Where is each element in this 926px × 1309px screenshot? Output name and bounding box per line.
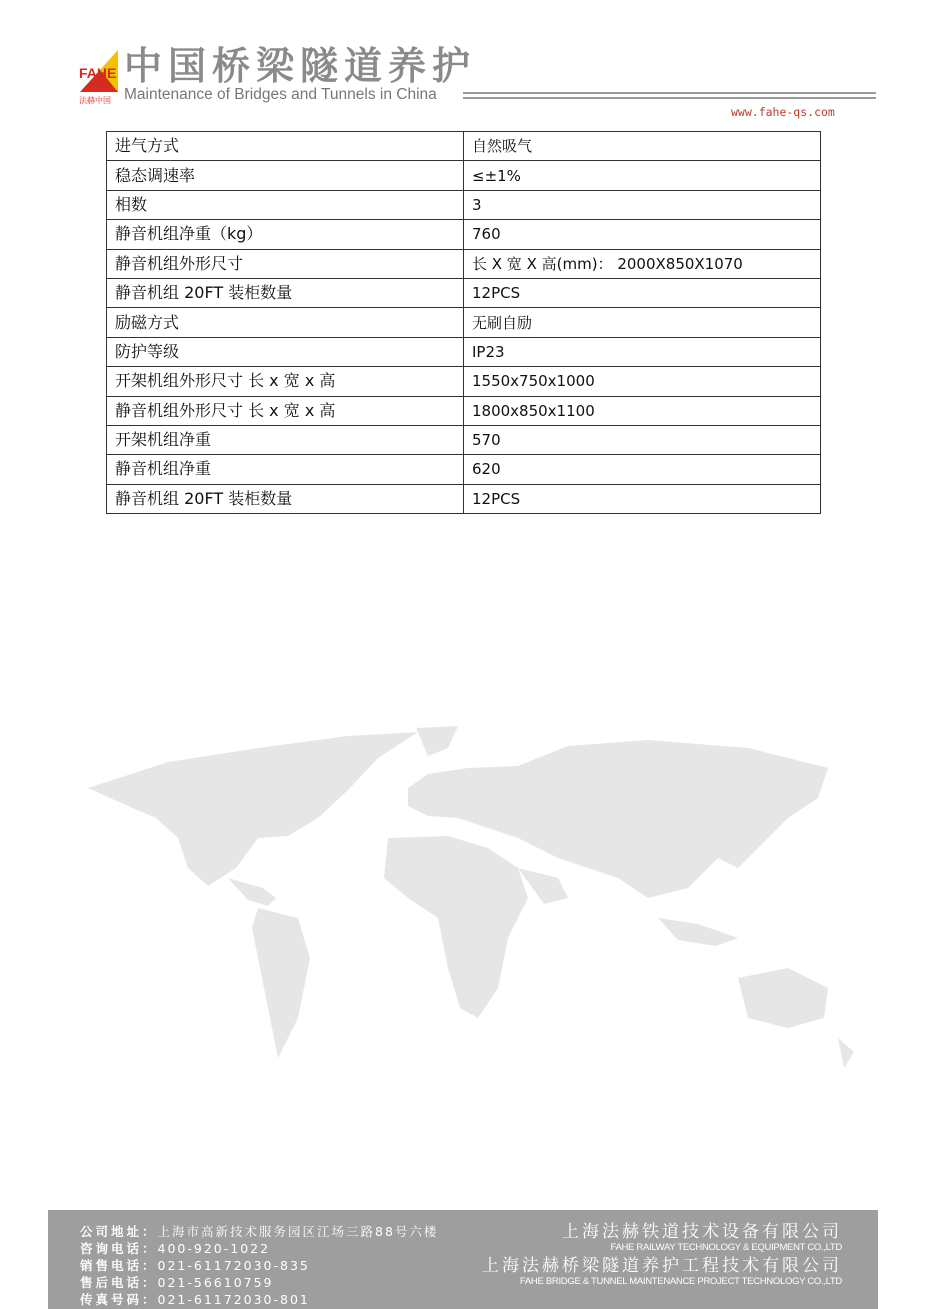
spec-key-cell: 静音机组净重（kg） bbox=[107, 220, 464, 249]
spec-value-cell: 620 bbox=[464, 455, 821, 484]
contact-row bbox=[80, 1291, 438, 1308]
table-row bbox=[107, 367, 821, 396]
spec-value-cell: ≤±1% bbox=[464, 161, 821, 190]
table-row bbox=[107, 220, 821, 249]
table-row bbox=[107, 132, 821, 161]
spec-value-cell: 1550x750x1000 bbox=[464, 367, 821, 396]
table-row bbox=[107, 249, 821, 278]
spec-value-cell: 12PCS bbox=[464, 278, 821, 307]
contact-label: 售后电话： bbox=[80, 1275, 158, 1290]
contact-label: 公司地址： bbox=[80, 1224, 158, 1239]
contact-label: 传真号码： bbox=[80, 1292, 158, 1307]
contact-row bbox=[80, 1257, 438, 1274]
world-map-background bbox=[48, 718, 878, 1118]
page-footer bbox=[48, 1210, 878, 1309]
spec-table bbox=[106, 131, 821, 514]
table-row bbox=[107, 161, 821, 190]
contact-value: 400-920-1022 bbox=[157, 1241, 271, 1256]
header-title-en: Maintenance of Bridges and Tunnels in China bbox=[124, 86, 437, 103]
spec-value-cell: 长 X 宽 X 高(mm)： 2000X850X1070 bbox=[464, 249, 821, 278]
header-rule-top bbox=[463, 92, 876, 94]
spec-key-cell: 静音机组 20FT 装柜数量 bbox=[107, 278, 464, 307]
spec-value-cell: 3 bbox=[464, 190, 821, 219]
spec-key-cell: 进气方式 bbox=[107, 132, 464, 161]
header-rule-bottom bbox=[463, 97, 876, 99]
spec-key-cell: 防护等级 bbox=[107, 337, 464, 366]
spec-value-cell: 12PCS bbox=[464, 484, 821, 513]
table-row bbox=[107, 308, 821, 337]
table-row bbox=[107, 484, 821, 513]
spec-value-cell: 无刷自励 bbox=[464, 308, 821, 337]
company-block-railway bbox=[562, 1222, 842, 1254]
contact-label: 咨询电话： bbox=[80, 1241, 158, 1256]
spec-key-cell: 静音机组净重 bbox=[107, 455, 464, 484]
spec-key-cell: 相数 bbox=[107, 190, 464, 219]
table-row bbox=[107, 190, 821, 219]
spec-key-cell: 开架机组外形尺寸 长 x 宽 x 高 bbox=[107, 367, 464, 396]
company1-name-cn: 上海法赫铁道技术设备有限公司 bbox=[562, 1222, 842, 1242]
company1-name-en: FAHE RAILWAY TECHNOLOGY & EQUIPMENT CO.,LTD bbox=[610, 1242, 842, 1253]
spec-key-cell: 静音机组 20FT 装柜数量 bbox=[107, 484, 464, 513]
contact-row bbox=[80, 1240, 438, 1257]
contact-row bbox=[80, 1274, 438, 1291]
contact-value: 上海市高新技术服务园区江场三路88号六楼 bbox=[157, 1224, 439, 1239]
company2-name-en: FAHE BRIDGE & TUNNEL MAINTENANCE PROJECT TECHNOLOGY CO.,LTD bbox=[519, 1276, 842, 1287]
logo-text: FAHE bbox=[79, 65, 117, 81]
spec-key-cell: 励磁方式 bbox=[107, 308, 464, 337]
spec-key-cell: 开架机组净重 bbox=[107, 425, 464, 454]
spec-key-cell: 静音机组外形尺寸 长 x 宽 x 高 bbox=[107, 396, 464, 425]
contact-value: 021-61172030-801 bbox=[157, 1292, 310, 1307]
spec-value-cell: IP23 bbox=[464, 337, 821, 366]
contact-value: 021-56610759 bbox=[157, 1275, 274, 1290]
header-url-link[interactable]: www.fahe-qs.com bbox=[731, 105, 835, 119]
page-header bbox=[0, 0, 926, 125]
contact-list bbox=[80, 1223, 438, 1308]
company-block-bridge bbox=[482, 1256, 842, 1288]
table-row bbox=[107, 425, 821, 454]
contact-label: 销售电话： bbox=[80, 1258, 158, 1273]
table-row bbox=[107, 396, 821, 425]
company2-name-cn: 上海法赫桥梁隧道养护工程技术有限公司 bbox=[482, 1256, 842, 1276]
table-row bbox=[107, 278, 821, 307]
spec-value-cell: 1800x850x1100 bbox=[464, 396, 821, 425]
spec-value-cell: 570 bbox=[464, 425, 821, 454]
table-row bbox=[107, 337, 821, 366]
spec-key-cell: 稳态调速率 bbox=[107, 161, 464, 190]
header-title-cn: 中国桥梁隧道养护 bbox=[124, 44, 477, 88]
spec-key-cell: 静音机组外形尺寸 bbox=[107, 249, 464, 278]
contact-value: 021-61172030-835 bbox=[157, 1258, 310, 1273]
world-map-continents bbox=[88, 726, 854, 1068]
spec-value-cell: 自然吸气 bbox=[464, 132, 821, 161]
fahe-logo-icon bbox=[78, 42, 120, 106]
table-row bbox=[107, 455, 821, 484]
logo-subtext: 法赫中国 bbox=[79, 96, 111, 105]
spec-value-cell: 760 bbox=[464, 220, 821, 249]
contact-row bbox=[80, 1223, 438, 1240]
